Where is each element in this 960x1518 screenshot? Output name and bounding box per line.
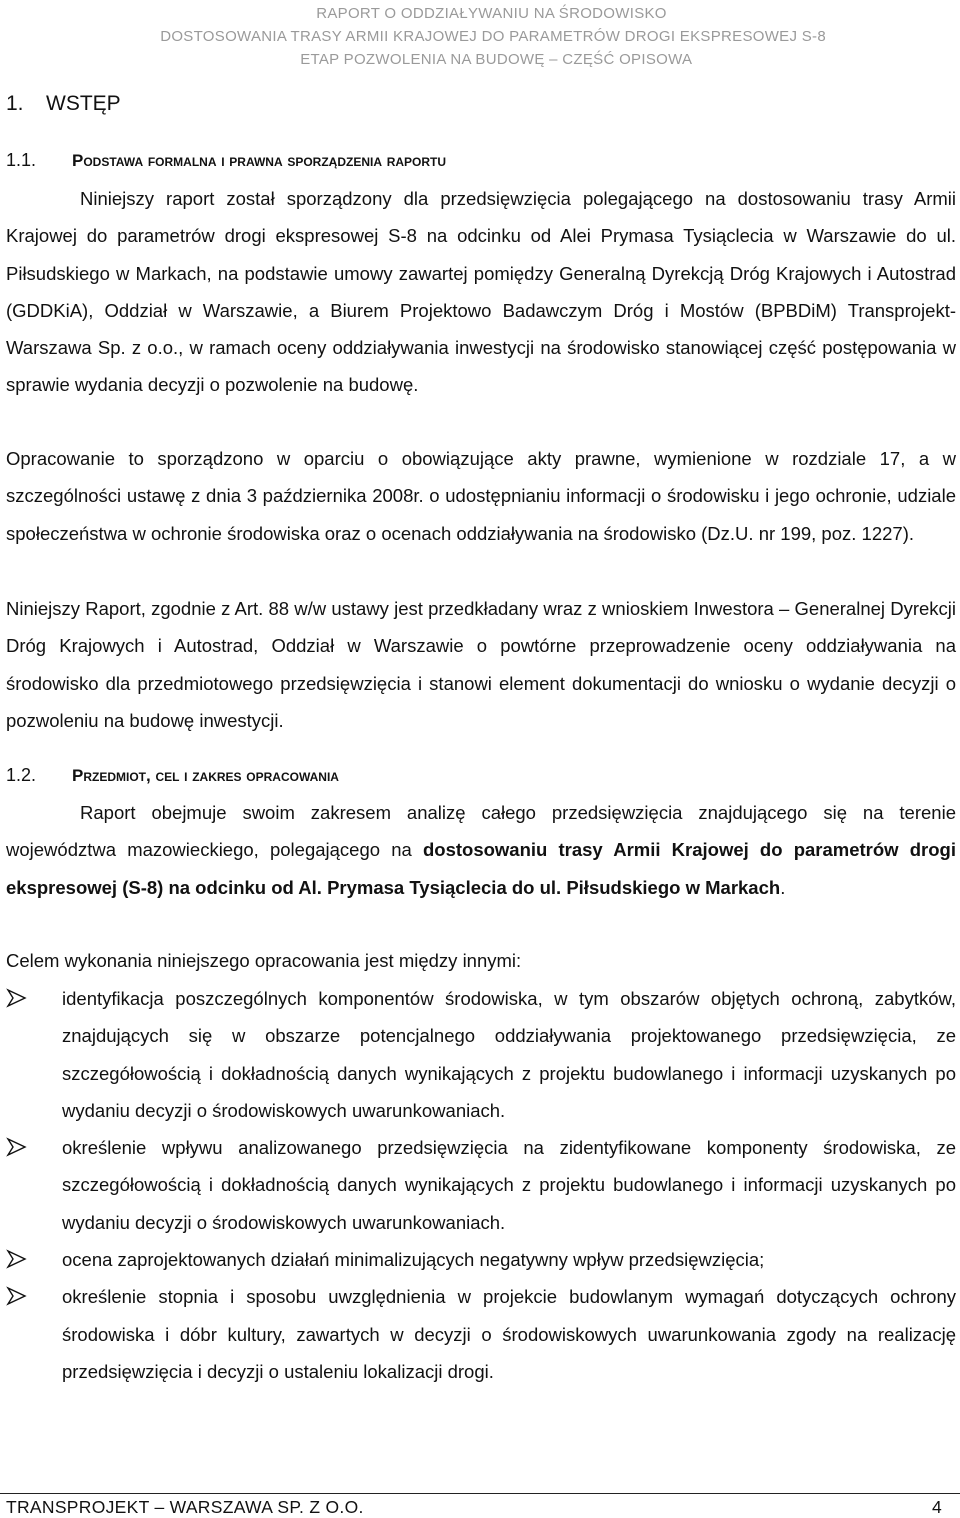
- paragraph-legal: Opracowanie to sporządzono w oparciu o obowiązujące akty prawne, wymienione w rozdziale 17, a w szczególności ustawę z dnia 3 października 2008r. o udostępnianiu informacji o środowisku i jego ochronie, udziale społeczeństwa w ochronie środowiska oraz o ocenach oddziaływania na środowisko (Dz.U. nr 199, poz. 1227).: [6, 448, 956, 544]
- section-title: WSTĘP: [46, 92, 121, 115]
- header-line-3: ETAP POZWOLENIA NA BUDOWĘ – CZĘŚĆ OPISOWA: [300, 51, 693, 68]
- list-item: [6, 1129, 956, 1241]
- paragraph-article-88: Niniejszy Raport, zgodnie z Art. 88 w/w ustawy jest przedkładany wraz z wnioskiem Inwestora – Generalnej Dyrekcji Dróg Krajowych i Autostrad, Oddział w Warszawie o powtórne przeprowadzenie oceny oddziaływania na środowisko dla przedmiotowego przedsięwzięcia i stanowi element dokumentacji do wniosku o wydanie decyzji o pozwoleniu na budowę inwestycji.: [6, 598, 956, 731]
- scope-bold-text: dostosowaniu trasy Armii Krajowej do parametrów drogi ekspresowej (S-8) na odcinku od Al. Prymasa Tysiąclecia do ul. Piłsudskiego w Markach: [6, 839, 956, 898]
- section-heading-1: [6, 92, 121, 116]
- page-number: 4: [931, 1497, 942, 1517]
- arrow-bullet-icon: [6, 988, 28, 1008]
- header-line-2: DOSTOSOWANIA TRASY ARMII KRAJOWEJ DO PARAMETRÓW DROGI EKSPRESOWEJ S-8: [160, 28, 826, 45]
- list-item-text: identyfikacja poszczególnych komponentów środowiska, w tym obszarów objętych ochroną, zabytków, znajdujących się w obszarze potencjalnego oddziaływania projektowanego przedsięwzięcia, ze szczegółowością i dokładnością danych wynikających z projektu budowlanego i informacji uzyskanych po wydaniu decyzji o środowiskowych uwarunkowaniach.: [62, 988, 956, 1121]
- list-item: [6, 980, 956, 1129]
- subsection-heading-1-1: [6, 150, 446, 171]
- header-line-1: RAPORT O ODDZIAŁYWANIU NA ŚRODOWISKO: [316, 5, 667, 22]
- paragraph-basis: Niniejszy raport został sporządzony dla przedsięwzięcia polegającego na dostosowaniu trasy Armii Krajowej do parametrów drogi ekspresowej S-8 na odcinku od Alei Prymasa Tysiąclecia w Warszawie do ul. Piłsudskiego w Markach, na podstawie umowy zawartej pomiędzy Generalną Dyrekcją Dróg Krajowych i Autostrad (GDDKiA), Oddział w Warszawie, a Biurem Projektowo Badawczym Dróg i Mostów (BPBDiM) Transprojekt-Warszawa Sp. z o.o., w ramach oceny oddziaływania inwestycji na środowisko stanowiącej część postępowania w sprawie wydania decyzji o pozwolenie na budowę.: [6, 188, 956, 396]
- subsection-title: Przedmiot, cel i zakres opracowania: [72, 766, 339, 785]
- footer-divider: [0, 1493, 960, 1494]
- list-item-text: ocena zaprojektowanych działań minimalizujących negatywny wpływ przedsięwzięcia;: [62, 1249, 765, 1271]
- paragraph-scope: [6, 794, 956, 906]
- arrow-bullet-icon: [6, 1137, 28, 1157]
- arrow-bullet-icon: [6, 1286, 28, 1306]
- list-item: [6, 1241, 956, 1278]
- scope-end: .: [780, 876, 786, 898]
- subsection-number: 1.2.: [6, 765, 37, 785]
- arrow-bullet-icon: [6, 1249, 28, 1269]
- subsection-heading-1-2: [6, 765, 339, 786]
- footer-company: TRANSPROJEKT – WARSZAWA SP. Z O.O.: [6, 1497, 364, 1517]
- scope-text: Raport obejmuje swoim zakresem analizę całego przedsięwzięcia znajdującego się na terenie województwa mazowieckiego, polegającego na: [6, 802, 956, 861]
- list-item-text: określenie wpływu analizowanego przedsięwzięcia na zidentyfikowane komponenty środowiska, ze szczegółowością i dokładnością danych wynikających z projektu budowlanego i informacji uzyskanych po wydaniu decyzji o środowiskowych uwarunkowaniach.: [62, 1137, 956, 1233]
- paragraph-aims-intro: Celem wykonania niniejszego opracowania jest między innymi:: [6, 950, 522, 971]
- subsection-title: Podstawa formalna i prawna sporządzenia raportu: [72, 151, 447, 170]
- section-number: 1.: [6, 92, 24, 115]
- list-item: [6, 1278, 956, 1390]
- running-header: [160, 2, 826, 71]
- subsection-number: 1.1.: [6, 150, 37, 170]
- aims-list: [6, 980, 956, 1390]
- list-item-text: określenie stopnia i sposobu uwzględnienia w projekcie budowlanym wymagań dotyczących ochrony środowiska i dóbr kultury, zawartych w decyzji o środowiskowych uwarunkowania zgody na realizację przedsięwzięcia i decyzji o ustaleniu lokalizacji drogi.: [62, 1286, 956, 1382]
